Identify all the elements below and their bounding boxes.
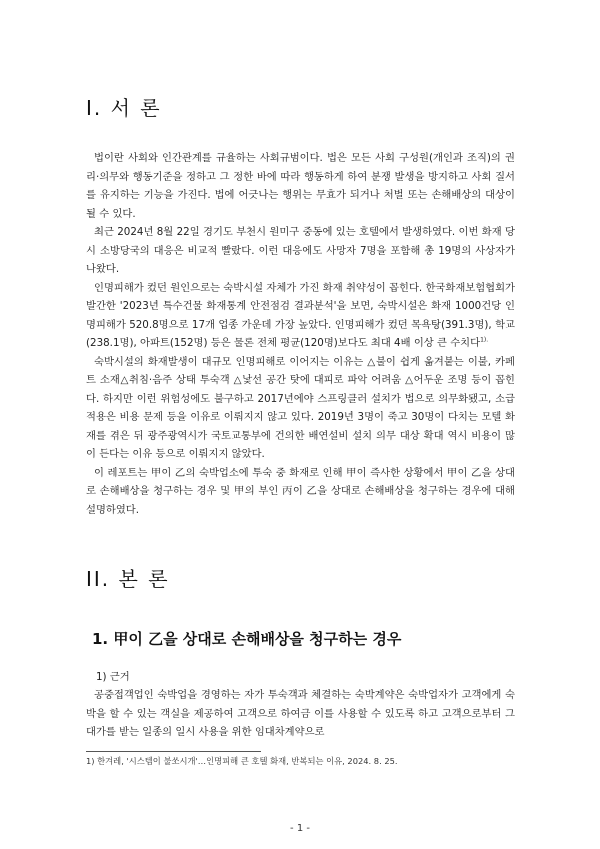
paragraph: 공중접객업인 숙박업을 경영하는 자가 투숙객과 체결하는 숙박계약은 숙박업자가 고객에게 숙박을 할 수 있는 객실을 제공하여 고객으로 하여금 이를 사용할 수 있도록 하고 고객으로부터 그 대가를 받는 일종의 일시 사용을 위한 임대차계약으로 xyxy=(86,689,515,738)
footnote-ref: 1). xyxy=(480,336,489,344)
page-number: - 1 - xyxy=(290,823,310,834)
footnote-divider xyxy=(86,751,261,752)
intro-body xyxy=(86,149,515,519)
paragraph-text: 인명피해가 컸던 원인으로는 숙박시설 자체가 가진 화재 취약성이 꼽힌다. 한국화재보험협회가 발간한 '2023년 특수건물 화재통계 안전점검 결과분석'을 보면, 숙박시설은 화재 1000건당 인명피해가 520.8명으로 17개 업종 가운데 가장 높았다. 인명피해가 컸던 목욕탕(391.3명), 학교(238.1명), 아파트(152명) 등은 물론 전체 평균(120명)보다도 최대 4배 이상 큰 수치다 xyxy=(86,281,515,349)
sub-item-label: 1) 근거 xyxy=(96,671,130,683)
paragraph xyxy=(86,279,515,353)
paragraph: 최근 2024년 8월 22일 경기도 부천시 원미구 중동에 있는 호텔에서 발생하였다. 이번 화재 당시 소방당국의 대응은 비교적 빨랐다. 이런 대응에도 사망자 7명을 포함해 총 19명의 사상자가 나왔다. xyxy=(86,226,515,275)
paragraph: 숙박시설의 화재발생이 대규모 인명피해로 이어지는 이유는 △불이 쉽게 옮겨붙는 이불, 카페트 소재△취침·음주 상태 투숙객 △낯선 공간 탓에 대피로 파악 어려움 △어두운 조명 등이 꼽힌다. 하지만 이런 위험성에도 불구하고 2017년에야 스프링클러 설치가 법으로 의무화됐고, 소급적용은 비용 문제 등을 이유로 이뤄지지 않고 있다. 2019년 3명이 죽고 30명이 다치는 모텔 화재를 겪은 뒤 광주광역시가 국토교통부에 건의한 배연설비 설치 의무 대상 확대 역시 비용이 많이 든다는 이유 등으로 이뤄지지 않았다. xyxy=(86,355,515,460)
section-heading-main: II. 본 론 xyxy=(86,567,170,591)
subsection-heading: 1. 甲이 乙을 상대로 손해배상을 청구하는 경우 xyxy=(92,630,402,648)
paragraph: 이 레포트는 甲이 乙의 숙박업소에 투숙 중 화재로 인해 甲이 즉사한 상황에서 甲이 乙을 상대로 손해배상을 청구하는 경우 및 甲의 부인 丙이 乙을 상대로 손해배상을 청구하는 경우에 대해 설명하였다. xyxy=(86,466,515,516)
section-heading-intro: I. 서 론 xyxy=(86,96,162,120)
footnote: 1) 한겨레, '시스템이 불쏘시개'…인명피해 큰 호텔 화재, 반복되는 이유, 2024. 8. 25. xyxy=(86,756,398,766)
main-body xyxy=(86,686,515,742)
paragraph: 법이란 사회와 인간관계를 규율하는 사회규범이다. 법은 모든 사회 구성원(개인과 조직)의 권리·의무와 행동기준을 정하고 그 정한 바에 따라 행동하게 하여 분쟁 발생을 방지하고 사회 질서를 유지하는 기능을 가진다. 법에 어긋나는 행위는 무효가 되거나 처벌 또는 손해배상의 대상이 될 수 있다. xyxy=(86,152,515,220)
